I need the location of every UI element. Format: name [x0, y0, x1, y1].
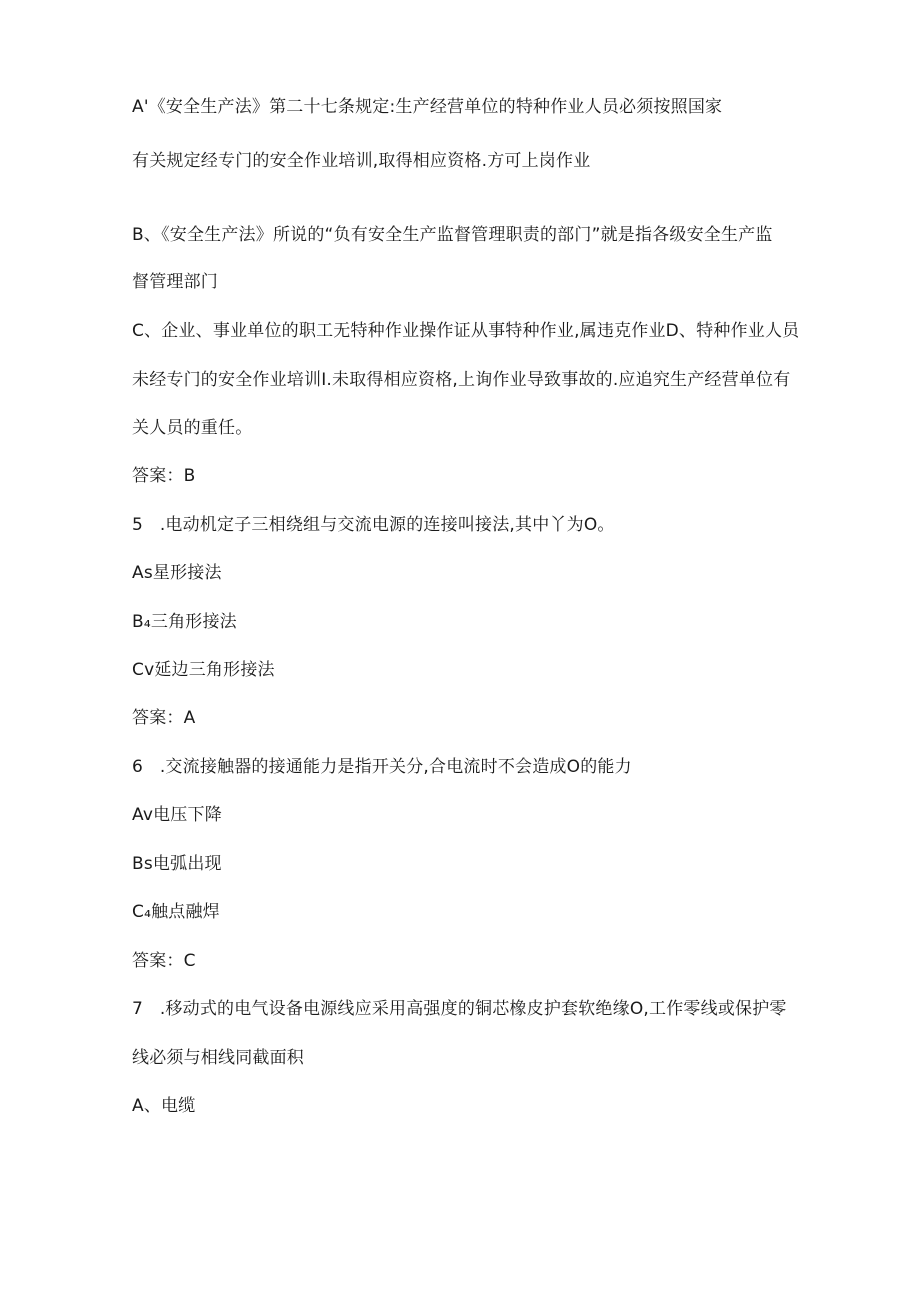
question-6-option-a: Av电压下降: [132, 805, 222, 825]
question-7-option-a: A、电缆: [132, 1096, 196, 1116]
answer-6: 答案：C: [132, 951, 196, 971]
option-c-line-2: 未经专门的安全作业培训I.未取得相应资格,上询作业导致事故的.应追究生产经营单位有: [132, 370, 791, 390]
question-7-line-2: 线必须与相线同截面积: [132, 1048, 304, 1068]
option-b-line-1: B、《安全生产法》所说的“负有安全生产监督管理职责的部门”就是指各级安全生产监: [132, 225, 773, 245]
question-6-option-b: Bs电弧出现: [132, 854, 222, 874]
option-b-line-2: 督管理部门: [132, 272, 218, 292]
answer-5: 答案：A: [132, 708, 196, 728]
option-c-line-3: 关人员的重任。: [132, 418, 253, 438]
answer-4: 答案：B: [132, 466, 196, 486]
option-a-line-1: A'《安全生产法》第二十七条规定:生产经营单位的特种作业人员必须按照国家: [132, 97, 723, 117]
question-5-option-b: B₄三角形接法: [132, 612, 237, 632]
question-5-option-c: Cv延边三角形接法: [132, 660, 275, 680]
question-5-option-a: As星形接法: [132, 563, 222, 583]
question-5: 5 .电动机定子三相绕组与交流电源的连接叫接法,其中丫为O。: [132, 515, 615, 535]
question-6-option-c: C₄触点融焊: [132, 902, 220, 922]
question-7-line-1: 7 .移动式的电气设备电源线应采用高强度的铜芯橡皮护套软绝缘O,工作零线或保护零: [132, 999, 787, 1019]
option-c-line-1: C、企业、事业单位的职工无特种作业操作证从事特种作业,属违克作业D、特种作业人员: [132, 321, 800, 341]
option-a-line-2: 有关规定经专门的安全作业培训,取得相应资格.方可上岗作业: [132, 151, 591, 171]
question-6: 6 .交流接触器的接通能力是指开关分,合电流时不会造成O的能力: [132, 757, 632, 777]
